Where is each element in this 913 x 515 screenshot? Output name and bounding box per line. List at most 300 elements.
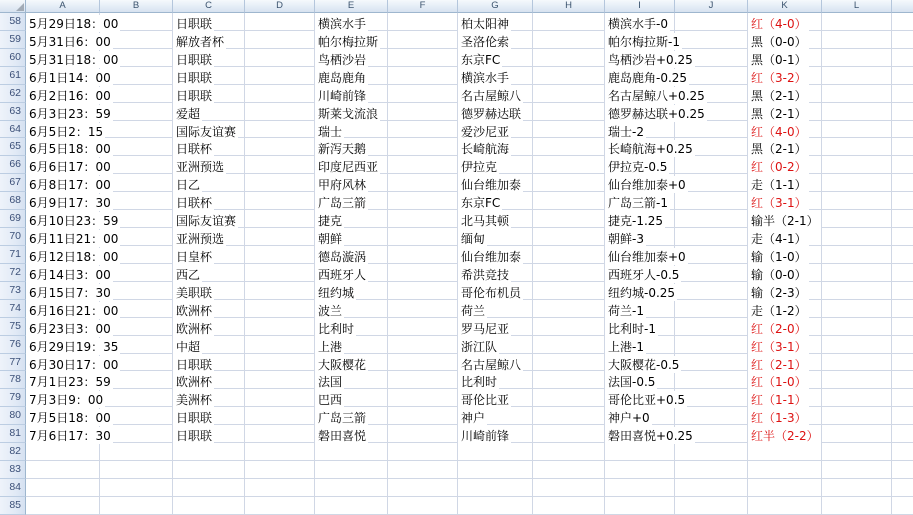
row-header-65[interactable]: 65 [0, 138, 26, 156]
cell-A78[interactable] [26, 371, 111, 390]
cell-G68[interactable] [458, 192, 533, 210]
cell-C60[interactable] [173, 49, 245, 67]
cell-D61[interactable] [245, 67, 315, 85]
cell-H66[interactable] [533, 156, 605, 174]
cell-D62[interactable] [245, 85, 315, 103]
cell-F73[interactable] [388, 282, 458, 300]
cell-K74[interactable] [748, 300, 822, 318]
cell-C85[interactable] [173, 497, 245, 515]
cell-G84[interactable] [458, 479, 533, 497]
cell-H78[interactable] [533, 371, 605, 389]
cell-I74[interactable] [605, 300, 675, 318]
cell-A66[interactable] [26, 156, 111, 175]
cell-G66[interactable] [458, 156, 533, 174]
cell-L68[interactable] [822, 192, 892, 210]
cell-F59[interactable] [388, 31, 458, 49]
cell-A75[interactable] [26, 318, 111, 336]
cell-H68[interactable] [533, 192, 605, 210]
cell-H80[interactable] [533, 407, 605, 425]
cell-C74[interactable] [173, 300, 245, 318]
row-header-79[interactable]: 79 [0, 389, 26, 407]
row-header-82[interactable]: 82 [0, 443, 26, 461]
cell-C65[interactable] [173, 138, 245, 156]
cell-A73[interactable] [26, 282, 111, 300]
cell-C63[interactable] [173, 103, 245, 121]
cell-A82[interactable] [26, 443, 100, 461]
cell-H85[interactable] [533, 497, 605, 515]
cell-K73[interactable] [748, 282, 822, 300]
cell-H79[interactable] [533, 389, 605, 407]
cell-H62[interactable] [533, 85, 605, 103]
cell-C82[interactable] [173, 443, 245, 461]
cell-L65[interactable] [822, 138, 892, 156]
cell-L63[interactable] [822, 103, 892, 121]
cell-I82[interactable] [605, 443, 675, 461]
cell-L71[interactable] [822, 246, 892, 264]
cell-D68[interactable] [245, 192, 315, 210]
cell-A85[interactable] [26, 497, 100, 515]
cell-E83[interactable] [315, 461, 388, 479]
cell-E59[interactable] [315, 31, 388, 49]
cell-F85[interactable] [388, 497, 458, 515]
cell-J70[interactable] [675, 228, 748, 246]
cell-I76[interactable] [605, 336, 675, 354]
cell-C81[interactable] [173, 425, 245, 443]
cell-K75[interactable] [748, 318, 822, 336]
cell-A84[interactable] [26, 479, 100, 497]
cell-L72[interactable] [822, 264, 892, 282]
cell-L73[interactable] [822, 282, 892, 300]
cell-D67[interactable] [245, 174, 315, 192]
cell-F62[interactable] [388, 85, 458, 103]
cell-C84[interactable] [173, 479, 245, 497]
row-header-59[interactable]: 59 [0, 31, 26, 49]
cell-D80[interactable] [245, 407, 315, 425]
cell-C77[interactable] [173, 354, 245, 372]
cell-B82[interactable] [100, 443, 173, 461]
cell-I65[interactable] [605, 138, 693, 157]
cell-E67[interactable] [315, 174, 388, 192]
cell-L85[interactable] [822, 497, 892, 515]
cell-E68[interactable] [315, 192, 388, 210]
cell-E62[interactable] [315, 85, 388, 103]
cell-A65[interactable] [26, 138, 111, 157]
cell-H60[interactable] [533, 49, 605, 67]
cell-I63[interactable] [605, 103, 705, 121]
row-header-85[interactable]: 85 [0, 497, 26, 515]
cell-J72[interactable] [675, 264, 748, 282]
cell-A58[interactable] [26, 13, 119, 31]
cell-L64[interactable] [822, 121, 892, 139]
cell-G78[interactable] [458, 371, 533, 389]
cell-E82[interactable] [315, 443, 388, 461]
cell-I83[interactable] [605, 461, 675, 479]
cell-J75[interactable] [675, 318, 748, 336]
cell-F58[interactable] [388, 13, 458, 31]
cell-D60[interactable] [245, 49, 315, 67]
cell-L79[interactable] [822, 389, 892, 407]
cell-K64[interactable] [748, 121, 822, 139]
cell-A69[interactable] [26, 210, 119, 229]
cell-J77[interactable] [675, 354, 748, 372]
cell-L77[interactable] [822, 354, 892, 372]
cell-D69[interactable] [245, 210, 315, 228]
cell-D84[interactable] [245, 479, 315, 497]
cell-C68[interactable] [173, 192, 245, 210]
cell-F83[interactable] [388, 461, 458, 479]
row-header-67[interactable]: 67 [0, 174, 26, 192]
cell-I62[interactable] [605, 85, 705, 103]
column-header-D[interactable]: D [245, 0, 315, 13]
row-header-80[interactable]: 80 [0, 407, 26, 425]
cell-L67[interactable] [822, 174, 892, 192]
cell-H83[interactable] [533, 461, 605, 479]
cell-A68[interactable] [26, 192, 111, 211]
row-header-63[interactable]: 63 [0, 103, 26, 121]
cell-A64[interactable] [26, 121, 104, 139]
cell-A76[interactable] [26, 336, 119, 354]
cell-G75[interactable] [458, 318, 533, 336]
cell-D85[interactable] [245, 497, 315, 515]
cell-F64[interactable] [388, 121, 458, 139]
cell-K71[interactable] [748, 246, 822, 264]
row-header-60[interactable]: 60 [0, 49, 26, 67]
cell-K85[interactable] [748, 497, 822, 515]
cell-G72[interactable] [458, 264, 533, 282]
cell-I69[interactable] [605, 210, 675, 228]
cell-J58[interactable] [675, 13, 748, 31]
column-header-G[interactable]: G [458, 0, 533, 13]
column-header-K[interactable]: K [748, 0, 822, 13]
cell-D74[interactable] [245, 300, 315, 318]
cell-K63[interactable] [748, 103, 822, 121]
cell-H63[interactable] [533, 103, 605, 121]
cell-I80[interactable] [605, 407, 675, 425]
cell-C58[interactable] [173, 13, 245, 31]
cell-E65[interactable] [315, 138, 388, 156]
cell-A72[interactable] [26, 264, 111, 282]
cell-G62[interactable] [458, 85, 533, 103]
cell-C76[interactable] [173, 336, 245, 354]
cell-A63[interactable] [26, 103, 111, 121]
cell-A81[interactable] [26, 425, 111, 444]
cell-F75[interactable] [388, 318, 458, 336]
cell-C72[interactable] [173, 264, 245, 282]
cell-E81[interactable] [315, 425, 388, 443]
cell-I78[interactable] [605, 371, 675, 389]
cell-H77[interactable] [533, 354, 605, 372]
cell-K69[interactable] [748, 210, 822, 228]
cell-D72[interactable] [245, 264, 315, 282]
cell-G77[interactable] [458, 354, 533, 372]
cell-K82[interactable] [748, 443, 822, 461]
cell-F74[interactable] [388, 300, 458, 318]
cell-F70[interactable] [388, 228, 458, 246]
select-all-corner[interactable] [0, 0, 26, 13]
cell-K68[interactable] [748, 192, 822, 210]
row-header-81[interactable]: 81 [0, 425, 26, 443]
row-header-84[interactable]: 84 [0, 479, 26, 497]
cell-H82[interactable] [533, 443, 605, 461]
cell-K65[interactable] [748, 138, 822, 156]
cell-L84[interactable] [822, 479, 892, 497]
cell-L78[interactable] [822, 371, 892, 389]
cell-F84[interactable] [388, 479, 458, 497]
cell-L81[interactable] [822, 425, 892, 443]
cell-E63[interactable] [315, 103, 388, 121]
cell-L80[interactable] [822, 407, 892, 425]
cell-H71[interactable] [533, 246, 605, 264]
cell-E74[interactable] [315, 300, 388, 318]
cell-L83[interactable] [822, 461, 892, 479]
cell-D75[interactable] [245, 318, 315, 336]
cell-D66[interactable] [245, 156, 315, 174]
cell-G70[interactable] [458, 228, 533, 246]
cell-G80[interactable] [458, 407, 533, 425]
cell-G58[interactable] [458, 13, 533, 31]
cell-H65[interactable] [533, 138, 605, 156]
cell-H73[interactable] [533, 282, 605, 300]
cell-G71[interactable] [458, 246, 533, 264]
cell-H61[interactable] [533, 67, 605, 85]
cell-J68[interactable] [675, 192, 748, 210]
cell-D58[interactable] [245, 13, 315, 31]
cell-D64[interactable] [245, 121, 315, 139]
cell-H84[interactable] [533, 479, 605, 497]
cell-D70[interactable] [245, 228, 315, 246]
cell-B79[interactable] [100, 389, 173, 407]
cell-I67[interactable] [605, 174, 686, 193]
cell-J82[interactable] [675, 443, 748, 461]
cell-E75[interactable] [315, 318, 388, 336]
cell-I66[interactable] [605, 156, 675, 174]
cell-J84[interactable] [675, 479, 748, 497]
cell-E80[interactable] [315, 407, 388, 425]
row-header-61[interactable]: 61 [0, 67, 26, 85]
row-header-68[interactable]: 68 [0, 192, 26, 210]
cell-A70[interactable] [26, 228, 119, 247]
cell-C61[interactable] [173, 67, 245, 85]
cell-H72[interactable] [533, 264, 605, 282]
cell-J85[interactable] [675, 497, 748, 515]
cell-C62[interactable] [173, 85, 245, 103]
cell-D79[interactable] [245, 389, 315, 407]
cell-E70[interactable] [315, 228, 388, 246]
cell-E66[interactable] [315, 156, 388, 174]
cell-H58[interactable] [533, 13, 605, 31]
cell-G65[interactable] [458, 138, 533, 156]
cell-L62[interactable] [822, 85, 892, 103]
cell-I60[interactable] [605, 49, 693, 67]
cell-K81[interactable] [748, 425, 822, 443]
cell-F81[interactable] [388, 425, 458, 443]
cell-L58[interactable] [822, 13, 892, 31]
column-header-E[interactable]: E [315, 0, 388, 13]
cell-E71[interactable] [315, 246, 388, 264]
cell-D65[interactable] [245, 138, 315, 156]
row-header-64[interactable]: 64 [0, 121, 26, 139]
cell-F79[interactable] [388, 389, 458, 407]
cell-A61[interactable] [26, 67, 111, 85]
cell-F76[interactable] [388, 336, 458, 354]
cell-A59[interactable] [26, 31, 111, 49]
cell-D83[interactable] [245, 461, 315, 479]
cell-E77[interactable] [315, 354, 388, 372]
cell-J66[interactable] [675, 156, 748, 174]
cell-C75[interactable] [173, 318, 245, 336]
cell-J83[interactable] [675, 461, 748, 479]
cell-H76[interactable] [533, 336, 605, 354]
column-header-F[interactable]: F [388, 0, 458, 13]
cell-D77[interactable] [245, 354, 315, 372]
row-header-72[interactable]: 72 [0, 264, 26, 282]
row-header-83[interactable]: 83 [0, 461, 26, 479]
cell-E69[interactable] [315, 210, 388, 228]
row-header-75[interactable]: 75 [0, 318, 26, 336]
cell-I85[interactable] [605, 497, 675, 515]
cell-F63[interactable] [388, 103, 458, 121]
column-header-H[interactable]: H [533, 0, 605, 13]
cell-C69[interactable] [173, 210, 245, 228]
cell-K61[interactable] [748, 67, 822, 85]
cell-F80[interactable] [388, 407, 458, 425]
row-header-70[interactable]: 70 [0, 228, 26, 246]
cell-L70[interactable] [822, 228, 892, 246]
row-header-73[interactable]: 73 [0, 282, 26, 300]
column-header-L[interactable]: L [822, 0, 892, 13]
cell-G73[interactable] [458, 282, 533, 300]
column-header-I[interactable]: I [605, 0, 675, 13]
row-header-76[interactable]: 76 [0, 336, 26, 354]
cell-G67[interactable] [458, 174, 533, 192]
cell-C80[interactable] [173, 407, 245, 425]
cell-D59[interactable] [245, 31, 315, 49]
cell-L82[interactable] [822, 443, 892, 461]
cell-E78[interactable] [315, 371, 388, 389]
cell-E79[interactable] [315, 389, 388, 407]
cell-I81[interactable] [605, 425, 693, 444]
row-header-66[interactable]: 66 [0, 156, 26, 174]
cell-D78[interactable] [245, 371, 315, 389]
cell-G85[interactable] [458, 497, 533, 515]
cell-H81[interactable] [533, 425, 605, 443]
cell-J64[interactable] [675, 121, 748, 139]
cell-I77[interactable] [605, 354, 680, 372]
cell-G63[interactable] [458, 103, 533, 121]
row-header-69[interactable]: 69 [0, 210, 26, 228]
cell-I73[interactable] [605, 282, 675, 300]
cell-D76[interactable] [245, 336, 315, 354]
cell-F61[interactable] [388, 67, 458, 85]
cell-F68[interactable] [388, 192, 458, 210]
cell-I70[interactable] [605, 228, 675, 246]
cell-E61[interactable] [315, 67, 388, 85]
cell-B84[interactable] [100, 479, 173, 497]
cell-C67[interactable] [173, 174, 245, 192]
cell-D63[interactable] [245, 103, 315, 121]
cell-I72[interactable] [605, 264, 680, 282]
cell-A77[interactable] [26, 354, 119, 372]
column-header-B[interactable]: B [100, 0, 173, 13]
row-header-77[interactable]: 77 [0, 354, 26, 372]
cell-F67[interactable] [388, 174, 458, 192]
row-header-78[interactable]: 78 [0, 371, 26, 389]
row-header-71[interactable]: 71 [0, 246, 26, 264]
cell-G61[interactable] [458, 67, 533, 85]
cell-C64[interactable] [173, 121, 245, 139]
cell-K70[interactable] [748, 228, 822, 246]
column-header-C[interactable]: C [173, 0, 245, 13]
cell-E64[interactable] [315, 121, 388, 139]
cell-J59[interactable] [675, 31, 748, 49]
cell-F72[interactable] [388, 264, 458, 282]
cell-I75[interactable] [605, 318, 675, 336]
cell-D71[interactable] [245, 246, 315, 264]
cell-F66[interactable] [388, 156, 458, 174]
cell-G69[interactable] [458, 210, 533, 228]
cell-L75[interactable] [822, 318, 892, 336]
cell-H74[interactable] [533, 300, 605, 318]
cell-H70[interactable] [533, 228, 605, 246]
cell-L61[interactable] [822, 67, 892, 85]
cell-K84[interactable] [748, 479, 822, 497]
cell-J80[interactable] [675, 407, 748, 425]
cell-B83[interactable] [100, 461, 173, 479]
cell-L59[interactable] [822, 31, 892, 49]
cell-G60[interactable] [458, 49, 533, 67]
cell-C59[interactable] [173, 31, 245, 49]
cell-K58[interactable] [748, 13, 822, 31]
cell-I58[interactable] [605, 13, 675, 31]
column-header-J[interactable]: J [675, 0, 748, 13]
cell-A79[interactable] [26, 389, 104, 408]
cell-C78[interactable] [173, 371, 245, 389]
cell-G76[interactable] [458, 336, 533, 354]
cell-L60[interactable] [822, 49, 892, 67]
cell-F65[interactable] [388, 138, 458, 156]
cell-D81[interactable] [245, 425, 315, 443]
cell-K67[interactable] [748, 174, 822, 192]
cell-H69[interactable] [533, 210, 605, 228]
cell-G64[interactable] [458, 121, 533, 139]
cell-L66[interactable] [822, 156, 892, 174]
cell-H59[interactable] [533, 31, 605, 49]
cell-G83[interactable] [458, 461, 533, 479]
cell-G82[interactable] [458, 443, 533, 461]
cell-J69[interactable] [675, 210, 748, 228]
cell-D73[interactable] [245, 282, 315, 300]
row-header-58[interactable]: 58 [0, 13, 26, 31]
cell-E72[interactable] [315, 264, 388, 282]
cell-L76[interactable] [822, 336, 892, 354]
cell-A67[interactable] [26, 174, 111, 193]
cell-E84[interactable] [315, 479, 388, 497]
cell-I61[interactable] [605, 67, 688, 85]
cell-H75[interactable] [533, 318, 605, 336]
cell-K62[interactable] [748, 85, 822, 103]
cell-E85[interactable] [315, 497, 388, 515]
cell-K72[interactable] [748, 264, 822, 282]
cell-C70[interactable] [173, 228, 245, 246]
cell-H64[interactable] [533, 121, 605, 139]
cell-G74[interactable] [458, 300, 533, 318]
cell-A80[interactable] [26, 407, 111, 426]
cell-I59[interactable] [605, 31, 680, 49]
cell-E58[interactable] [315, 13, 388, 31]
cell-I68[interactable] [605, 192, 675, 210]
cell-A71[interactable] [26, 246, 119, 264]
cell-I71[interactable] [605, 246, 686, 264]
